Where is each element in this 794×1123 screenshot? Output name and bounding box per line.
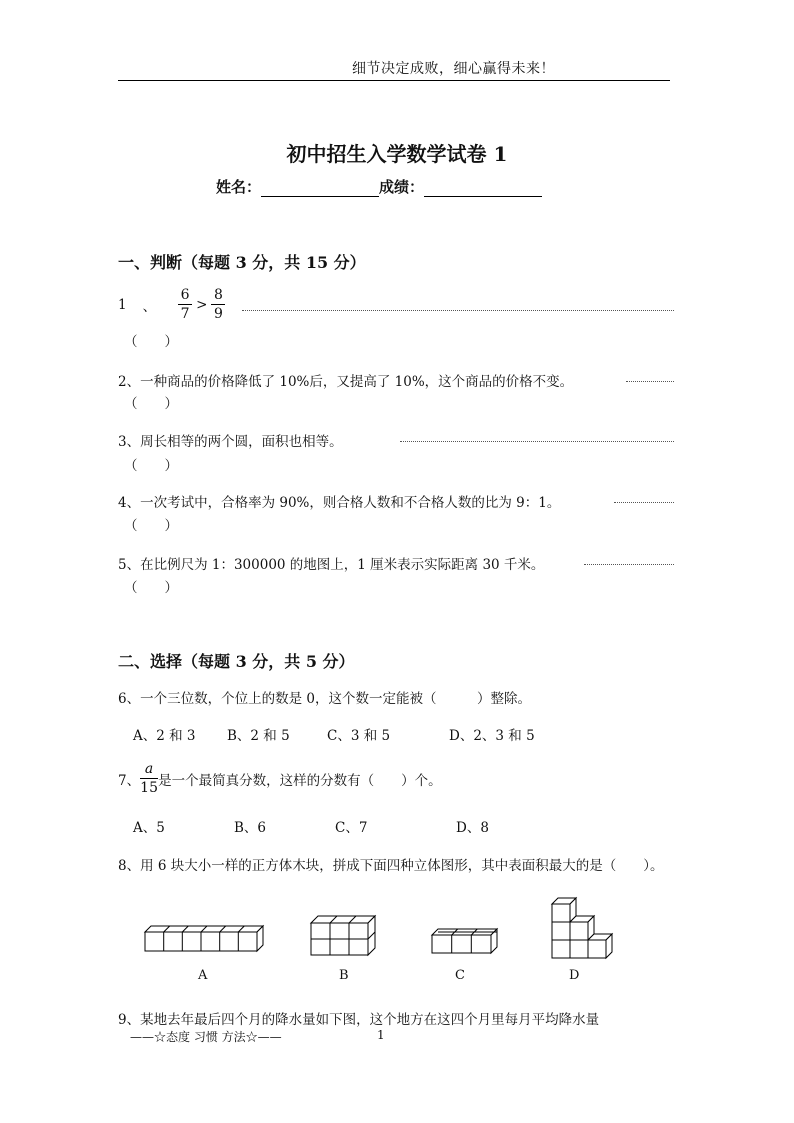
q1-leader-dots	[242, 310, 674, 311]
q1-frac1-num: 6	[180, 287, 190, 303]
q7-frac-den: 15	[140, 780, 158, 796]
q7-frac-num: a	[144, 761, 154, 777]
name-label: 姓名：	[216, 178, 262, 196]
figure-label-b: B	[339, 968, 349, 983]
q4-answer-paren: （ ）	[124, 518, 178, 534]
section1-heading: 一、判断（每题 3 分，共 15 分）	[118, 253, 366, 272]
header-motto: 细节决定成败，细心赢得未来！	[352, 61, 555, 77]
q4-leader-dots	[614, 502, 674, 503]
section2-heading: 二、选择（每题 3 分，共 5 分）	[118, 652, 355, 671]
score-blank	[424, 181, 542, 197]
q7-text: 是一个最简真分数，这样的分数有（ ）个。	[158, 772, 442, 789]
q1-frac2-num: 8	[213, 287, 223, 303]
q6-option-d: D、2、3 和 5	[449, 728, 535, 744]
question-4: 4、一次考试中，合格率为 90%，则合格人数和不合格人数的比为 9：1。	[118, 495, 561, 511]
q6-option-b: B、2 和 5	[227, 728, 290, 744]
figure-a-cubes	[145, 926, 263, 951]
figure-label-a: A	[198, 968, 208, 983]
q7-fraction	[140, 762, 158, 795]
cube-figures	[0, 880, 794, 990]
figure-d-cubes	[552, 898, 612, 958]
q2-answer-paren: （ ）	[124, 396, 178, 412]
q3-answer-paren: （ ）	[124, 458, 178, 474]
figure-label-c: C	[455, 968, 465, 983]
q5-answer-paren: （ ）	[124, 580, 178, 596]
q7-option-d: D、8	[456, 820, 489, 836]
q1-frac1-den: 7	[180, 306, 190, 322]
q7-option-a: A、5	[133, 820, 165, 836]
page-number: 1	[377, 1028, 385, 1042]
q6-option-a: A、2 和 3	[133, 728, 196, 744]
q1-operator: >	[196, 296, 208, 313]
q7-number: 7、	[118, 772, 141, 789]
q1-sep: 、	[142, 298, 157, 315]
q1-fraction-right	[211, 288, 225, 321]
q7-option-b: B、6	[234, 820, 267, 836]
question-8: 8、用 6 块大小一样的正方体木块，拼成下面四种立体图形，其中表面积最大的是（ ）。	[118, 858, 664, 874]
question-7	[118, 762, 442, 795]
q7-option-c: C、7	[335, 820, 368, 836]
fraction-bar	[178, 304, 192, 305]
question-9: 9、某地去年最后四个月的降水量如下图，这个地方在这四个月里每月平均降水量	[118, 1012, 600, 1028]
name-score-row	[216, 176, 542, 197]
q5-leader-dots	[584, 564, 674, 565]
fraction-bar	[140, 778, 158, 779]
q6-option-c: C、3 和 5	[327, 728, 391, 744]
q1-number: 1	[118, 296, 127, 313]
header-rule	[118, 80, 670, 81]
figure-label-d: D	[569, 968, 580, 983]
q1-fraction-left	[178, 288, 192, 321]
q3-leader-dots	[400, 441, 674, 442]
question-2: 2、一种商品的价格降低了 10%后，又提高了 10%，这个商品的价格不变。	[118, 374, 574, 390]
page-title: 初中招生入学数学试卷 1	[286, 142, 508, 166]
figure-c-cubes	[432, 929, 497, 953]
q1-frac2-den: 9	[213, 306, 223, 322]
question-5: 5、在比例尺为 1：300000 的地图上，1 厘米表示实际距离 30 千米。	[118, 557, 545, 573]
q2-leader-dots	[626, 381, 674, 382]
name-blank	[261, 181, 379, 197]
fraction-bar	[211, 304, 225, 305]
question-1	[118, 288, 225, 321]
figure-b-cubes	[311, 916, 375, 955]
q1-answer-paren: （ ）	[124, 334, 178, 350]
score-label: 成绩：	[379, 178, 425, 196]
question-3: 3、周长相等的两个圆，面积也相等。	[118, 434, 343, 450]
footer-slogan: ——☆态度 习惯 方法☆——	[130, 1030, 282, 1044]
question-6: 6、一个三位数，个位上的数是 0，这个数一定能被（ ）整除。	[118, 691, 531, 707]
